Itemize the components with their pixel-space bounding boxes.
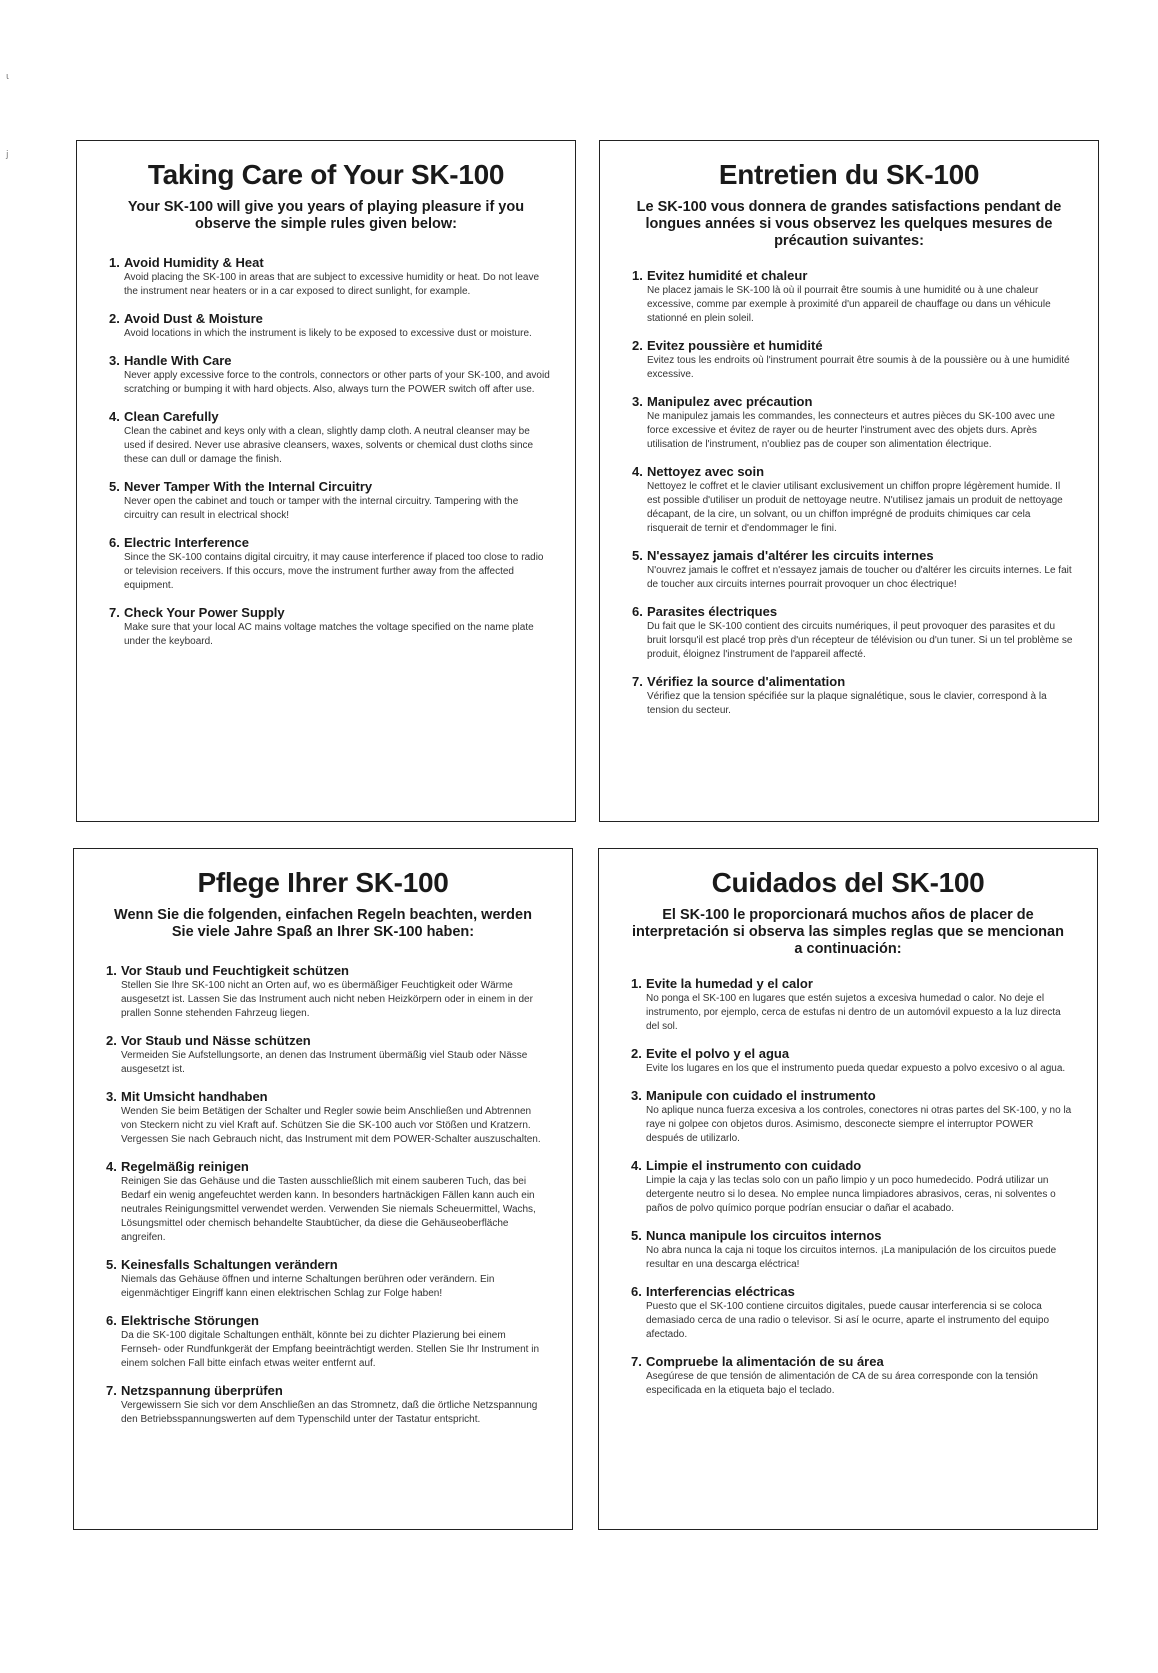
- item-number: 5.: [106, 1257, 117, 1272]
- item-heading: Check Your Power Supply: [124, 605, 285, 620]
- care-item: [632, 464, 1074, 536]
- item-heading: Evitez poussière et humidité: [647, 338, 823, 353]
- item-number: 5.: [632, 548, 643, 563]
- item-number: 2.: [106, 1033, 117, 1048]
- item-heading: Regelmäßig reinigen: [121, 1159, 249, 1174]
- item-heading: Manipule con cuidado el instrumento: [646, 1088, 876, 1103]
- item-heading: Elektrische Störungen: [121, 1313, 259, 1328]
- item-number: 6.: [106, 1313, 117, 1328]
- item-text: Vergewissern Sie sich vor dem Anschließen an das Stromnetz, daß die örtliche Netzspannung den Betriebsspannungswerten auf dem Typenschild unter der Tastatur entspricht.: [121, 1400, 538, 1425]
- item-heading: Vor Staub und Feuchtigkeit schützen: [121, 963, 349, 978]
- item-text: No abra nunca la caja ni toque los circuitos internos. ¡La manipulación de los circuitos puede resultar en una descarga eléctrica!: [646, 1245, 1057, 1270]
- item-text: Puesto que el SK-100 contiene circuitos digitales, puede causar interferencia si se coloca demasiado cerca de una radio o televisor. Si así le ocurre, aparte el instrumento del equipo afectado.: [646, 1301, 1050, 1340]
- item-number: 1.: [631, 976, 642, 991]
- item-number: 1.: [109, 255, 120, 270]
- item-text: Limpie la caja y las teclas solo con un paño limpio y un poco humedecido. Podrá utilizar un detergente neutro si lo desea. No emplee nunca limpiadores abrasivos, ceras, ni solventes o paños de polvo químico porque podrían ensuciar o dañar el acabado.: [646, 1175, 1056, 1214]
- care-list: [619, 976, 1077, 1398]
- item-text: Ne placez jamais le SK-100 là où il pourrait être soumis à une humidité ou à une chaleur excessive, comme par exemple à proximité d'un appareil de chauffage ou dans un véhicule stationné en plein soleil.: [647, 285, 1051, 324]
- care-item: [632, 394, 1074, 452]
- item-text: Avoid placing the SK-100 in areas that are subject to excessive humidity or heat. Do not leave the instrument near heaters or in a car exposed to direct sunlight, for example.: [124, 272, 540, 297]
- care-item: [106, 1159, 548, 1245]
- item-heading: Electric Interference: [124, 535, 250, 550]
- care-item: [109, 479, 551, 523]
- care-item: [632, 674, 1074, 718]
- scan-mark: ι: [6, 72, 10, 82]
- panel-english: [76, 140, 576, 822]
- care-item: [109, 255, 551, 299]
- item-text: Clean the cabinet and keys only with a clean, slightly damp cloth. A neutral cleanser may be used if desired. Never use abrasive cleansers, waxes, solvents or chemical dust cloths since these can dull or damage the finish.: [124, 426, 534, 465]
- item-heading: Handle With Care: [124, 353, 232, 368]
- item-number: 5.: [631, 1228, 642, 1243]
- item-number: 4.: [106, 1159, 117, 1174]
- item-number: 6.: [632, 604, 643, 619]
- care-item: [631, 1158, 1073, 1216]
- item-number: 3.: [106, 1089, 117, 1104]
- item-text: Du fait que le SK-100 contient des circuits numériques, il peut provoquer des parasites et du bruit lorsqu'il est placé trop près d'un récepteur de télévision ou d'un tuner. Si un tel problème se produit, éloignez l'instrument de l'appareil affecté.: [647, 621, 1073, 660]
- item-number: 2.: [109, 311, 120, 326]
- care-item: [109, 409, 551, 467]
- care-item: [631, 1088, 1073, 1146]
- scan-mark: j: [6, 150, 9, 160]
- item-heading: Keinesfalls Schaltungen verändern: [121, 1257, 338, 1272]
- item-text: Avoid locations in which the instrument is likely to be exposed to excessive dust or moisture.: [124, 328, 532, 339]
- item-text: Never apply excessive force to the controls, connectors or other parts of your SK-100, and avoid scratching or bumping it with hard objects. Also, always turn the POWER switch off after use.: [124, 370, 550, 395]
- item-heading: Nunca manipule los circuitos internos: [646, 1228, 882, 1243]
- care-item: [106, 1257, 548, 1301]
- item-number: 7.: [631, 1354, 642, 1369]
- panel-intro: El SK-100 le proporcionará muchos años de placer de interpretación si observa las simples reglas que se mencionan a continuación:: [632, 907, 1064, 957]
- item-heading: Clean Carefully: [124, 409, 219, 424]
- care-item: [106, 1033, 548, 1077]
- item-number: 4.: [632, 464, 643, 479]
- item-text: Make sure that your local AC mains voltage matches the voltage specified on the name plate under the keyboard.: [124, 622, 534, 647]
- item-number: 3.: [631, 1088, 642, 1103]
- care-item: [109, 311, 551, 341]
- item-heading: Evite la humedad y el calor: [646, 976, 813, 991]
- item-text: Evitez tous les endroits où l'instrument pourrait être soumis à de la poussière ou à une humidité excessive.: [647, 355, 1070, 380]
- item-number: 3.: [632, 394, 643, 409]
- panel-title: Taking Care of Your SK-100: [147, 159, 505, 190]
- item-text: Asegúrese de que tensión de alimentación de CA de su área corresponde con la tensión especificada en la etiqueta bajo el teclado.: [646, 1371, 1038, 1396]
- item-heading: Manipulez avec précaution: [647, 394, 813, 409]
- item-heading: Interferencias eléctricas: [646, 1284, 795, 1299]
- item-text: Wenden Sie beim Betätigen der Schalter und Regler sowie beim Anschließen und Abtrennen von Steckern nicht zu viel Kraft auf. Schützen Sie die SK-100 auch vor Stößen und Kratzern. Vergessen Sie nach Gebrauch nicht, das Instrument mit dem POWER-Schalter auszuschalten.: [121, 1106, 541, 1145]
- panel-intro: Wenn Sie die folgenden, einfachen Regeln beachten, werden Sie viele Jahre Spaß an Ihrer SK-100 haben:: [114, 907, 532, 940]
- item-text: Vérifiez que la tension spécifiée sur la plaque signalétique, sous le clavier, correspond à la tension du secteur.: [647, 691, 1047, 716]
- item-text: No aplique nunca fuerza excesiva a los controles, conectores ni otras partes del SK-100, y no la raye ni golpee con objetos duros. Asimismo, desconecte siempre el interruptor POWER después de utilizarlo.: [646, 1105, 1072, 1144]
- item-number: 2.: [631, 1046, 642, 1061]
- item-text: Ne manipulez jamais les commandes, les connecteurs et autres pièces du SK-100 avec une force excessive et évitez de rayer ou de heurter l'instrument avec des objets durs. Après utilisation de l'instrument, n'oubliez pas de couper son alimentation électrique.: [647, 411, 1055, 450]
- panel-french: [599, 140, 1099, 822]
- item-number: 3.: [109, 353, 120, 368]
- item-heading: Nettoyez avec soin: [647, 464, 765, 479]
- item-number: 6.: [631, 1284, 642, 1299]
- care-list: [620, 268, 1078, 718]
- item-text: Stellen Sie Ihre SK-100 nicht an Orten auf, wo es übermäßiger Feuchtigkeit oder Wärme ausgesetzt ist. Lassen Sie das Instrument auch nicht neben Heizkörpern oder in einem in der prallen Sonne stehenden Fahrzeug liegen.: [121, 980, 533, 1019]
- item-text: Niemals das Gehäuse öffnen und interne Schaltungen berühren oder verändern. Ein eigenmächtiger Eingriff kann einen elektrischen Schlag zur Folge haben!: [121, 1274, 495, 1299]
- care-item: [632, 604, 1074, 662]
- panel-spanish: [598, 848, 1098, 1530]
- care-list: [97, 255, 555, 649]
- item-number: 1.: [106, 963, 117, 978]
- care-item: [632, 268, 1074, 326]
- care-item: [106, 1383, 548, 1427]
- panel-intro: Your SK-100 will give you years of playing pleasure if you observe the simple rules given below:: [127, 199, 525, 232]
- item-number: 7.: [632, 674, 643, 689]
- item-number: 7.: [109, 605, 120, 620]
- item-text: Vermeiden Sie Aufstellungsorte, an denen das Instrument übermäßig viel Staub oder Nässe ausgesetzt ist.: [121, 1050, 528, 1075]
- care-item: [106, 1313, 548, 1371]
- care-item: [109, 535, 551, 593]
- item-number: 5.: [109, 479, 120, 494]
- care-item: [106, 963, 548, 1021]
- item-heading: Avoid Dust & Moisture: [124, 311, 263, 326]
- care-item: [631, 1046, 1073, 1076]
- care-item: [109, 605, 551, 649]
- item-number: 6.: [109, 535, 120, 550]
- panel-title: Pflege Ihrer SK-100: [197, 867, 449, 898]
- panel-title: Cuidados del SK-100: [711, 867, 985, 898]
- item-number: 7.: [106, 1383, 117, 1398]
- care-item: [631, 1284, 1073, 1342]
- care-item: [631, 1228, 1073, 1272]
- item-heading: N'essayez jamais d'altérer les circuits internes: [647, 548, 934, 563]
- care-list: [94, 963, 552, 1427]
- item-number: 4.: [109, 409, 120, 424]
- item-heading: Evitez humidité et chaleur: [647, 268, 808, 283]
- item-text: Never open the cabinet and touch or tamper with the internal circuitry. Tampering with the circuitry can result in electrical shock!: [124, 496, 519, 521]
- item-heading: Vor Staub und Nässe schützen: [121, 1033, 311, 1048]
- item-number: 2.: [632, 338, 643, 353]
- item-text: Reinigen Sie das Gehäuse und die Tasten ausschließlich mit einem sauberen Tuch, das bei Bedarf ein wenig angefeuchtet werden kann. In besonders hartnäckigen Fällen kann auch ein neutrales Reinigungsmittel verwendet werden. Verwenden Sie niemals Scheuermittel, Wachs, Lösungsmittel oder chemisch behandelte Staubtücher, da diese die Gehäuseoberfläche angreifen.: [121, 1176, 536, 1243]
- item-text: Nettoyez le coffret et le clavier utilisant exclusivement un chiffon propre légèrement humide. Il est possible d'utiliser un produit de nettoyage neutre. N'utilisez jamais un produit de nettoyage décapant, de la cire, un solvant, ou un chiffon imprégné de produits chimiques car cela risquerait de ternir et d'endommager le fini.: [647, 481, 1063, 534]
- item-heading: Netzspannung überprüfen: [121, 1383, 283, 1398]
- panel-title: Entretien du SK-100: [718, 159, 980, 190]
- item-heading: Vérifiez la source d'alimentation: [647, 674, 846, 689]
- item-heading: Mit Umsicht handhaben: [121, 1089, 268, 1104]
- item-heading: Avoid Humidity & Heat: [124, 255, 264, 270]
- care-item: [632, 338, 1074, 382]
- care-item: [631, 1354, 1073, 1398]
- item-text: N'ouvrez jamais le coffret et n'essayez jamais de toucher ou d'altérer les circuits internes. Le fait de toucher aux circuits internes pourrait provoquer un choc électrique!: [647, 565, 1072, 590]
- item-heading: Limpie el instrumento con cuidado: [646, 1158, 862, 1173]
- care-item: [109, 353, 551, 397]
- item-text: Evite los lugares en los que el instrumento pueda quedar expuesto a polvo excesivo o al agua.: [646, 1063, 1066, 1074]
- item-text: Since the SK-100 contains digital circuitry, it may cause interference if placed too close to radio or television receivers. If this occurs, move the instrument further away from the affected equipment.: [124, 552, 544, 591]
- item-heading: Parasites électriques: [647, 604, 778, 619]
- care-item: [106, 1089, 548, 1147]
- item-text: Da die SK-100 digitale Schaltungen enthält, könnte bei zu dichter Plazierung bei einem Fernseh- oder Rundfunkgerät der Empfang beeinträchtigt werden. Stellen Sie Ihr Instrument in einem solchen Fall bitte einfach etwas weiter entfernt auf.: [121, 1330, 540, 1369]
- item-heading: Never Tamper With the Internal Circuitry: [124, 479, 373, 494]
- care-item: [632, 548, 1074, 592]
- panel-german: [73, 848, 573, 1530]
- item-number: 1.: [632, 268, 643, 283]
- panel-intro: Le SK-100 vous donnera de grandes satisfactions pendant de longues années si vous observez les quelques mesures de précaution suivantes:: [636, 199, 1062, 249]
- care-item: [631, 976, 1073, 1034]
- item-heading: Compruebe la alimentación de su área: [646, 1354, 884, 1369]
- item-text: No ponga el SK-100 en lugares que estén sujetos a excesiva humedad o calor. No deje el instrumento, por ejemplo, cerca de estufas ni dentro de un automóvil expuesto a la luz directa del sol.: [646, 993, 1061, 1032]
- item-heading: Evite el polvo y el agua: [646, 1046, 790, 1061]
- item-number: 4.: [631, 1158, 642, 1173]
